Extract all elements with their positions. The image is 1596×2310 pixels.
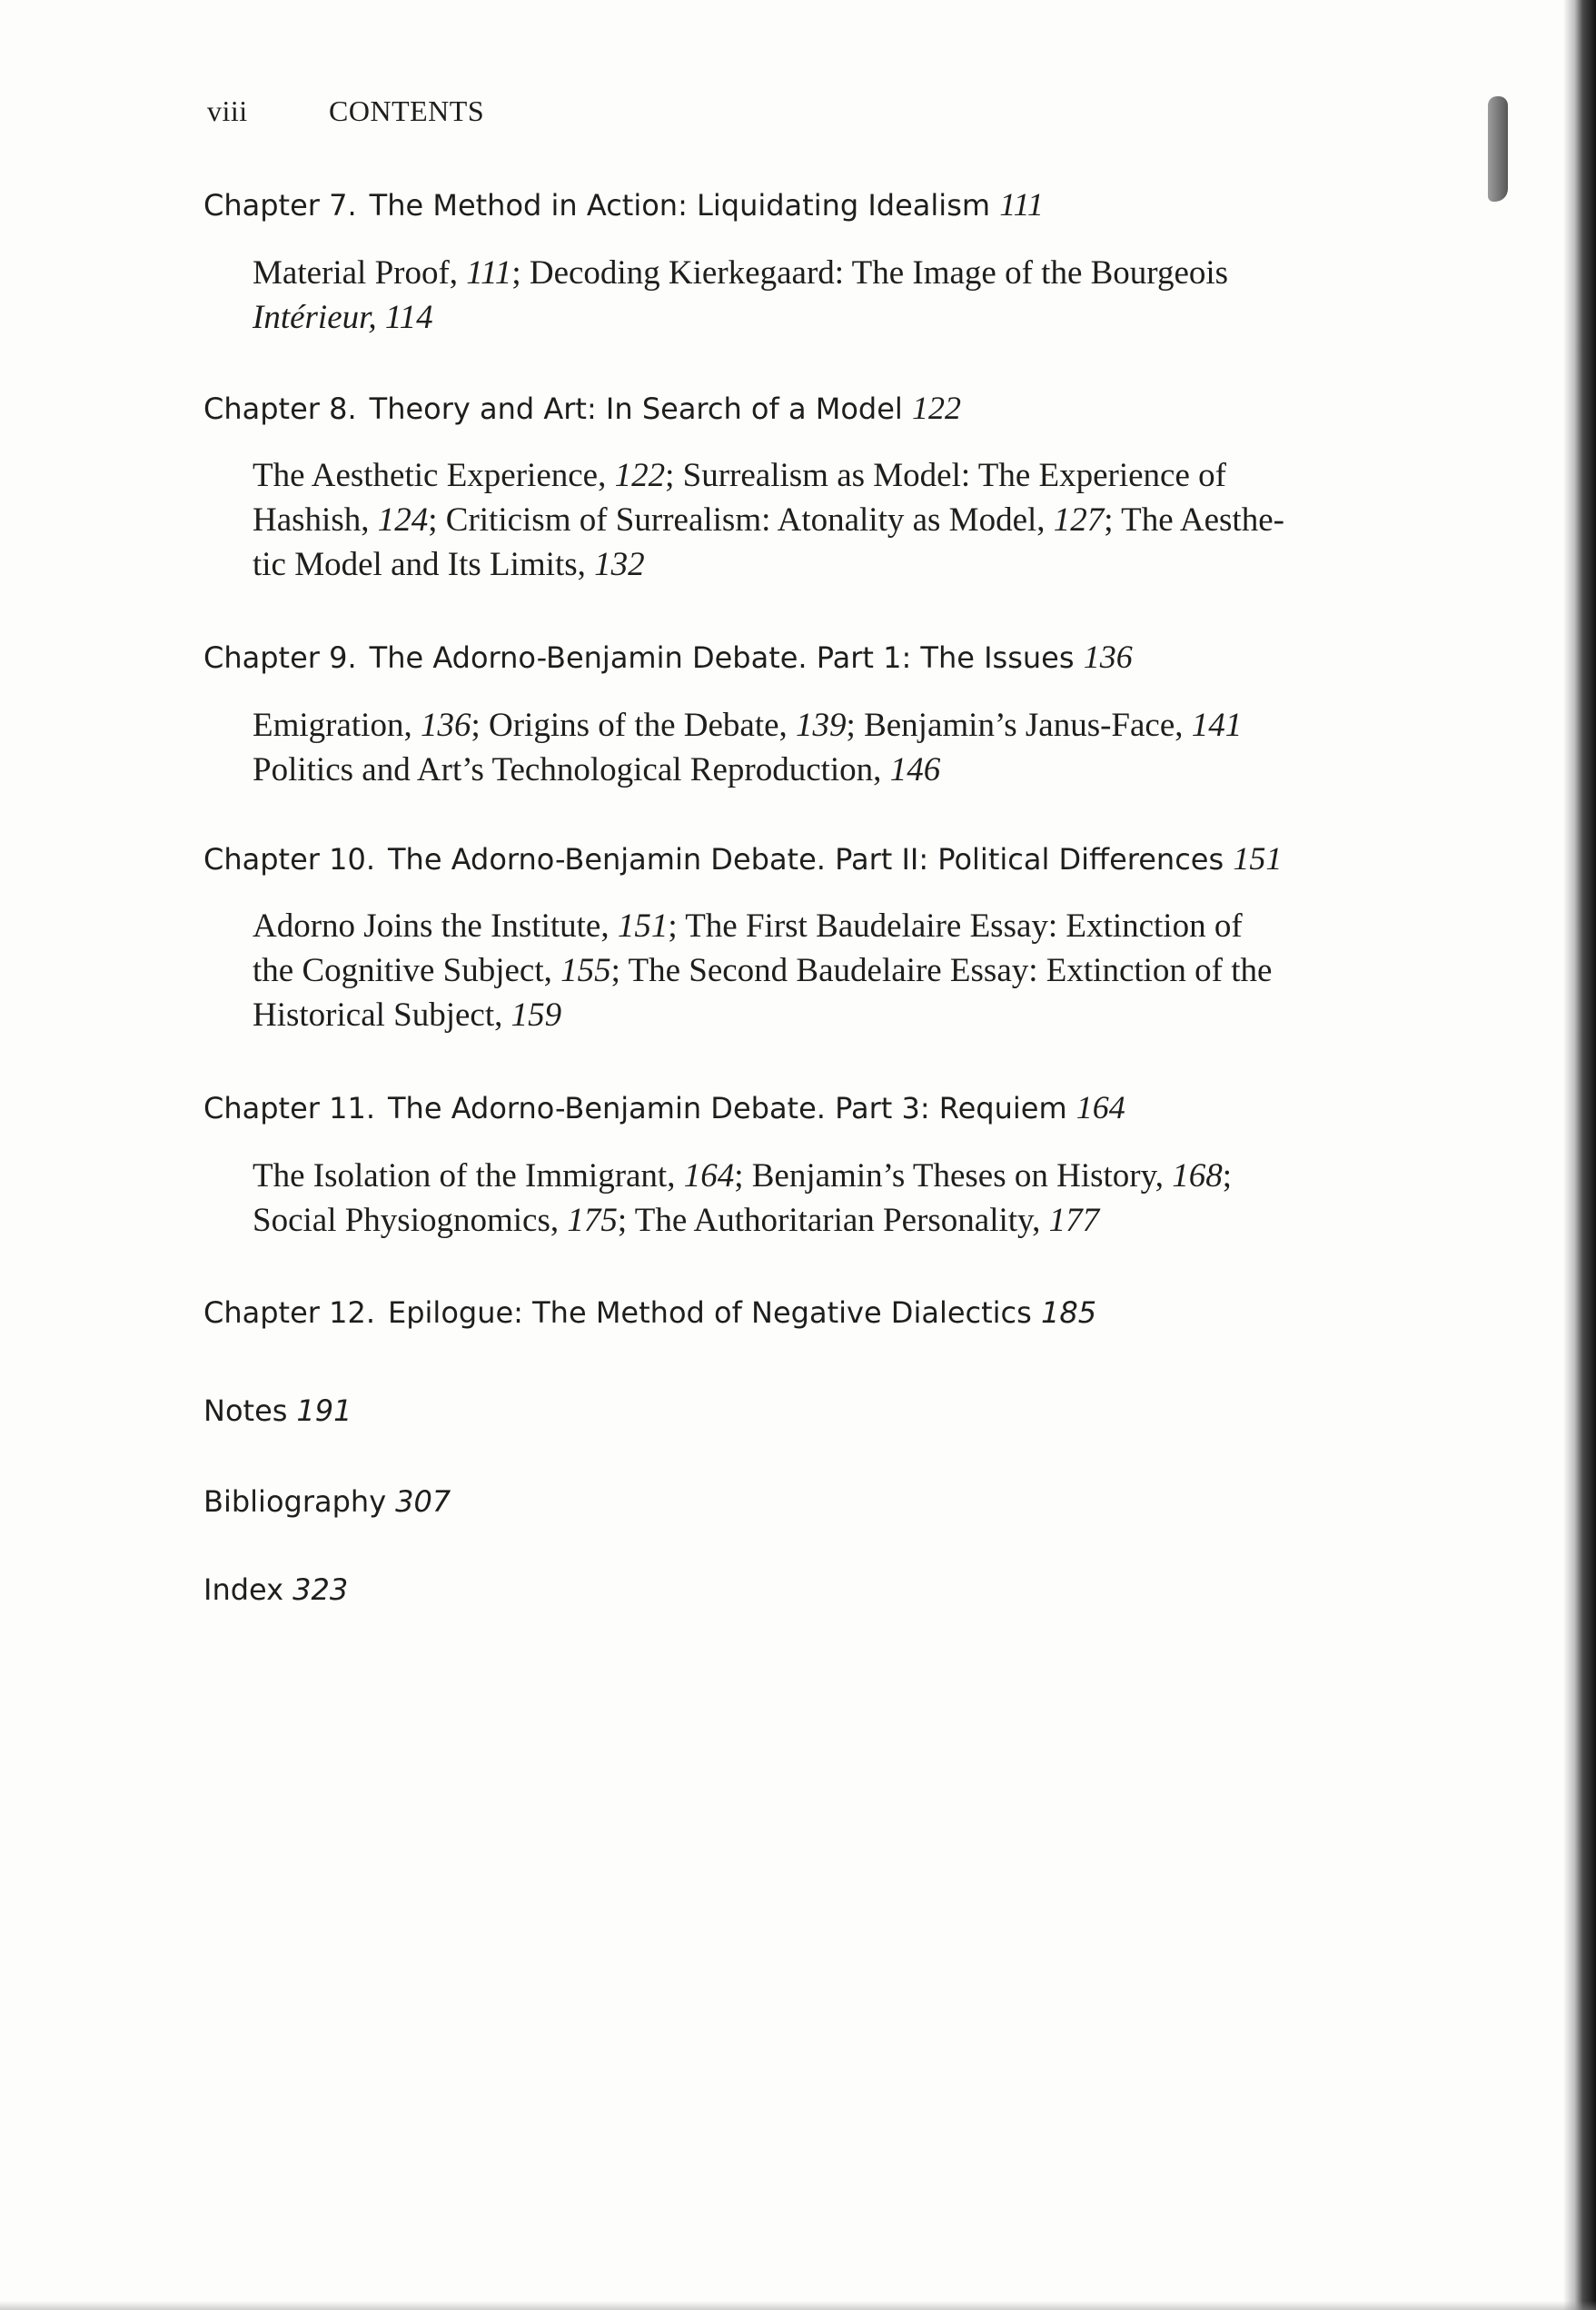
section-text: ; The Authoritarian Personality,: [617, 1202, 1049, 1239]
section-line: [253, 1154, 1442, 1198]
section-text: The Aesthetic Experience,: [253, 457, 615, 494]
section-page-ref: 124: [377, 501, 429, 539]
back-matter-label: Bibliography: [203, 1484, 387, 1519]
section-line: [253, 453, 1442, 498]
section-text: ; Criticism of Surrealism: Atonality as Model,: [428, 501, 1054, 539]
section-text: the Cognitive Subject,: [253, 952, 561, 989]
chapter-sections: [253, 251, 1442, 340]
section-page-ref: 122: [614, 457, 666, 494]
section-page-ref: 136: [420, 707, 471, 744]
section-text: ; The Aesthe-: [1104, 501, 1284, 539]
chapter-title: Epilogue: The Method of Negative Dialectics: [388, 1295, 1032, 1330]
section-text: ; Benjamin’s Theses on History,: [734, 1157, 1173, 1195]
section-text: ; The First Baudelaire Essay: Extinction of: [668, 907, 1243, 945]
chapter-title: The Adorno-Benjamin Debate. Part II: Political Differences: [388, 842, 1224, 877]
back-matter-page: 191: [296, 1393, 352, 1428]
back-matter-index: [203, 1572, 348, 1607]
section-page-ref: 175: [567, 1202, 618, 1239]
chapter-heading: [203, 1295, 1096, 1330]
chapter-page-ref: 151: [1233, 840, 1283, 877]
section-page-ref: 159: [511, 996, 562, 1034]
section-line: [253, 251, 1442, 295]
binding-shadow: [1563, 0, 1596, 2310]
chapter-title: Theory and Art: In Search of a Model: [369, 392, 903, 426]
section-line: [253, 1198, 1442, 1243]
chapter-title: The Adorno-Benjamin Debate. Part 3: Requiem: [388, 1091, 1067, 1125]
section-line: [253, 498, 1442, 542]
section-text: Historical Subject,: [253, 996, 511, 1034]
chapter-sections: [253, 1154, 1442, 1243]
section-page-ref: 132: [594, 546, 645, 583]
section-line: [253, 904, 1442, 948]
chapter-number: Chapter 10.: [203, 842, 375, 877]
section-page-ref: 139: [796, 707, 847, 744]
back-matter-label: Notes: [203, 1393, 288, 1428]
chapter-sections: [253, 703, 1442, 792]
section-text: Emigration,: [253, 707, 421, 744]
section-page-ref: 151: [617, 907, 669, 945]
section-page-ref: 146: [889, 751, 941, 788]
page-bottom-edge: [0, 2301, 1596, 2310]
section-text: ; The Second Baudelaire Essay: Extinction of the: [610, 952, 1273, 989]
section-text: ; Benjamin’s Janus-Face,: [846, 707, 1192, 744]
chapter-number: Chapter 9.: [203, 640, 357, 675]
back-matter-bibliography: [203, 1484, 451, 1519]
chapter-page-ref: 136: [1083, 639, 1133, 675]
chapter-heading: [203, 185, 1044, 223]
section-text: Adorno Joins the Institute,: [253, 907, 618, 945]
chapter-number: Chapter 12.: [203, 1295, 375, 1330]
back-matter-page: 323: [292, 1572, 349, 1607]
chapter-number: Chapter 11.: [203, 1091, 375, 1125]
section-line: [253, 703, 1442, 748]
chapter-heading: [203, 389, 961, 427]
section-text: tic Model and Its Limits,: [253, 546, 595, 583]
section-page-ref: 164: [683, 1157, 735, 1195]
section-line: [253, 993, 1442, 1037]
chapter-title: The Method in Action: Liquidating Idealism: [369, 188, 991, 223]
section-text: Hashish,: [253, 501, 378, 539]
section-text: ; Surrealism as Model: The Experience of: [665, 457, 1226, 494]
section-page-ref: 111: [466, 254, 512, 292]
running-head-title: CONTENTS: [329, 94, 485, 127]
section-page-ref: 177: [1048, 1202, 1100, 1239]
chapter-heading: [203, 638, 1133, 676]
section-text: Material Proof,: [253, 254, 467, 292]
section-line: [253, 948, 1442, 993]
section-text: ;: [1222, 1157, 1232, 1195]
running-head: [207, 94, 484, 128]
section-text: Politics and Art’s Technological Reproduction,: [253, 751, 890, 788]
section-page-ref: 155: [560, 952, 611, 989]
chapter-sections: [253, 904, 1442, 1037]
chapter-number: Chapter 7.: [203, 188, 357, 223]
chapter-page-ref: 111: [999, 186, 1044, 223]
chapter-page-ref: 185: [1040, 1295, 1097, 1330]
back-matter-notes: [203, 1393, 352, 1428]
section-page-ref: 168: [1172, 1157, 1223, 1195]
chapter-page-ref: 164: [1076, 1089, 1125, 1125]
section-text: The Isolation of the Immigrant,: [253, 1157, 684, 1195]
chapter-heading: [203, 839, 1282, 877]
chapter-title: The Adorno-Benjamin Debate. Part 1: The Issues: [369, 640, 1075, 675]
chapter-number: Chapter 8.: [203, 392, 357, 426]
section-text: ; Origins of the Debate,: [471, 707, 797, 744]
section-line: [253, 748, 1442, 792]
section-text: ; Decoding Kierkegaard: The Image of the Bourgeois: [511, 254, 1229, 292]
section-text: Social Physiognomics,: [253, 1202, 568, 1239]
binding-mark: [1488, 96, 1508, 202]
page-folio: viii: [207, 94, 248, 127]
back-matter-label: Index: [203, 1572, 284, 1607]
section-line: [253, 295, 1442, 340]
chapter-heading: [203, 1088, 1125, 1126]
section-page-ref: Intérieur, 114: [253, 299, 433, 336]
section-page-ref: 141: [1191, 707, 1243, 744]
section-line: [253, 542, 1442, 587]
section-page-ref: 127: [1053, 501, 1105, 539]
chapter-page-ref: 122: [911, 390, 961, 426]
back-matter-page: 307: [395, 1484, 451, 1519]
chapter-sections: [253, 453, 1442, 587]
